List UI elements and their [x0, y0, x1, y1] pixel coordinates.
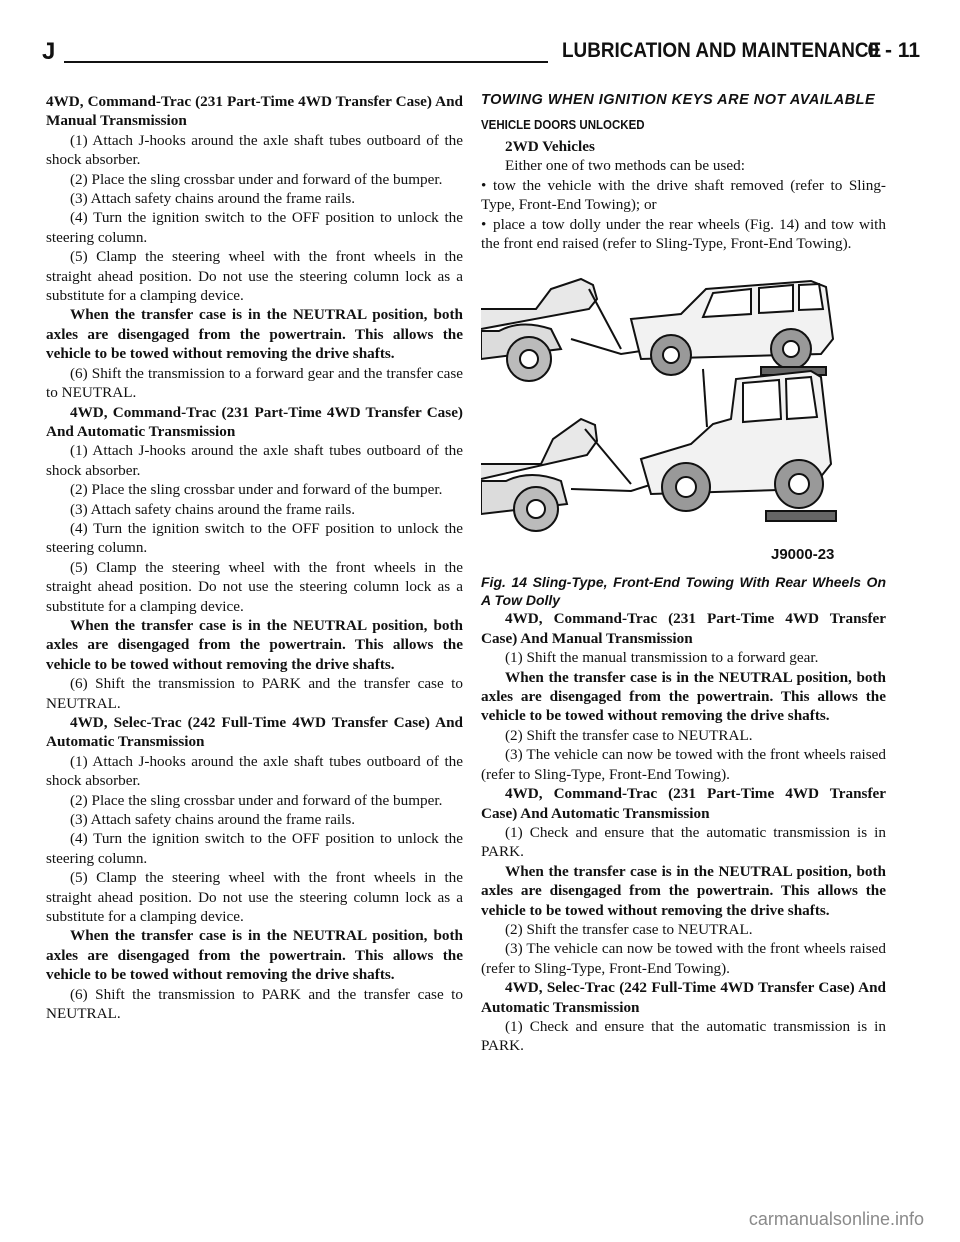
- step-paragraph: (1) Attach J-hooks around the axle shaft tubes outboard of the shock absorber.: [46, 752, 463, 790]
- step-paragraph: (5) Clamp the steering wheel with the front wheels in the straight ahead position. Do not use the steering column lock as a substitute for a clamping device.: [46, 869, 463, 926]
- step-paragraph: (4) Turn the ignition switch to the OFF position to unlock the steering column.: [46, 209, 463, 246]
- left-column: [46, 92, 463, 1024]
- manual-letter: J: [42, 38, 56, 65]
- tow-truck-top: [481, 279, 641, 381]
- step-paragraph: (3) The vehicle can now be towed with the front wheels raised (refer to Sling-Type, Front-End Towing).: [481, 940, 886, 977]
- step-paragraph: (2) Place the sling crossbar under and forward of the bumper.: [70, 791, 443, 809]
- step-paragraph: Either one of two methods can be used:: [505, 157, 745, 175]
- page-header: [42, 38, 920, 68]
- right-column: [481, 92, 886, 1056]
- subsection-heading: 4WD, Command-Trac (231 Part-Time 4WD Transfer Case) And Manual Transmission: [46, 93, 463, 130]
- bold-paragraph: When the transfer case is in the NEUTRAL position, both axles are disengaged from the powertrain. This allows the vehicle to be towed without removing the drive shafts.: [481, 668, 886, 725]
- doors-unlocked-heading: VEHICLE DOORS UNLOCKED: [481, 118, 645, 132]
- bold-paragraph: 4WD, Selec-Trac (242 Full-Time 4WD Transfer Case) And Automatic Transmission: [46, 714, 463, 751]
- step-paragraph: (6) Shift the transmission to PARK and the transfer case to NEUTRAL.: [46, 985, 463, 1023]
- step-paragraph: (3) Attach safety chains around the frame rails.: [70, 190, 356, 208]
- step-paragraph: (2) Place the sling crossbar under and forward of the bumper.: [70, 170, 443, 188]
- page-number: 0 - 11: [867, 39, 920, 62]
- figure-caption: Fig. 14 Sling-Type, Front-End Towing With Rear Wheels On A Tow Dolly: [481, 574, 886, 609]
- bold-paragraph: 2WD Vehicles: [505, 138, 595, 155]
- step-paragraph: (2) Shift the transfer case to NEUTRAL.: [505, 726, 753, 744]
- bold-paragraph: 4WD, Command-Trac (231 Part-Time 4WD Transfer Case) And Manual Transmission: [481, 610, 886, 647]
- bold-paragraph: When the transfer case is in the NEUTRAL position, both axles are disengaged from the powertrain. This allows the vehicle to be towed without removing the drive shafts.: [46, 927, 463, 984]
- step-paragraph: (6) Shift the transmission to a forward gear and the transfer case to NEUTRAL.: [46, 364, 463, 402]
- step-paragraph: (3) The vehicle can now be towed with the front wheels raised (refer to Sling-Type, Front-End Towing).: [481, 746, 886, 783]
- step-paragraph: (4) Turn the ignition switch to the OFF position to unlock the steering column.: [46, 519, 463, 557]
- right-top-text: [481, 137, 886, 253]
- bold-paragraph: 4WD, Command-Trac (231 Part-Time 4WD Transfer Case) And Automatic Transmission: [46, 403, 463, 440]
- step-paragraph: (6) Shift the transmission to PARK and the transfer case to NEUTRAL.: [46, 675, 463, 712]
- tow-truck-bottom: [481, 419, 653, 531]
- step-paragraph: (3) Attach safety chains around the frame rails.: [70, 811, 356, 829]
- step-paragraph: (1) Attach J-hooks around the axle shaft tubes outboard of the shock absorber.: [46, 442, 463, 479]
- header-rule: [64, 61, 548, 63]
- step-paragraph: (1) Attach J-hooks around the axle shaft tubes outboard of the shock absorber.: [46, 131, 463, 169]
- step-paragraph: (5) Clamp the steering wheel with the front wheels in the straight ahead position. Do not use the steering column lock as a substitute for a clamping device.: [46, 558, 463, 615]
- towing-section-heading: TOWING WHEN IGNITION KEYS ARE NOT AVAILABLE: [481, 92, 876, 108]
- bold-paragraph: 4WD, Selec-Trac (242 Full-Time 4WD Transfer Case) And Automatic Transmission: [481, 979, 886, 1016]
- bullet-item: • tow the vehicle with the drive shaft removed (refer to Sling-Type, Front-End Towing); or: [481, 176, 886, 215]
- step-paragraph: (5) Clamp the steering wheel with the front wheels in the straight ahead position. Do not use the steering column lock as a substitute for a clamping device.: [46, 248, 463, 305]
- figure-code: J9000-23: [771, 546, 835, 564]
- figure-14-illustration: [481, 259, 881, 569]
- step-paragraph: (2) Shift the transfer case to NEUTRAL.: [505, 920, 753, 938]
- bold-paragraph: When the transfer case is in the NEUTRAL position, both axles are disengaged from the powertrain. This allows the vehicle to be towed without removing the drive shafts.: [46, 306, 463, 363]
- step-paragraph: (3) Attach safety chains around the frame rails.: [70, 500, 356, 518]
- bold-paragraph: When the transfer case is in the NEUTRAL position, both axles are disengaged from the powertrain. This allows the vehicle to be towed without removing the drive shafts.: [46, 616, 463, 673]
- step-paragraph: (2) Place the sling crossbar under and forward of the bumper.: [70, 481, 443, 499]
- bold-paragraph: When the transfer case is in the NEUTRAL position, both axles are disengaged from the powertrain. This allows the vehicle to be towed without removing the drive shafts.: [481, 862, 886, 919]
- bold-paragraph: 4WD, Command-Trac (231 Part-Time 4WD Transfer Case) And Automatic Transmission: [481, 785, 886, 822]
- step-paragraph: (1) Check and ensure that the automatic transmission is in PARK.: [481, 823, 886, 861]
- cherokee-vehicle: [631, 281, 833, 375]
- step-paragraph: (1) Shift the manual transmission to a forward gear.: [505, 649, 819, 667]
- section-title: LUBRICATION AND MAINTENANCE: [562, 39, 882, 62]
- step-paragraph: (1) Check and ensure that the automatic transmission is in PARK.: [481, 1017, 886, 1055]
- step-paragraph: (4) Turn the ignition switch to the OFF position to unlock the steering column.: [46, 830, 463, 867]
- right-bottom-text: [481, 609, 886, 1055]
- watermark: carmanualsonline.info: [748, 1209, 924, 1229]
- wrangler-vehicle: [641, 369, 836, 521]
- bullet-item: • place a tow dolly under the rear wheels (Fig. 14) and tow with the front end raised (refer to Sling-Type, Front-End Towing).: [481, 215, 886, 254]
